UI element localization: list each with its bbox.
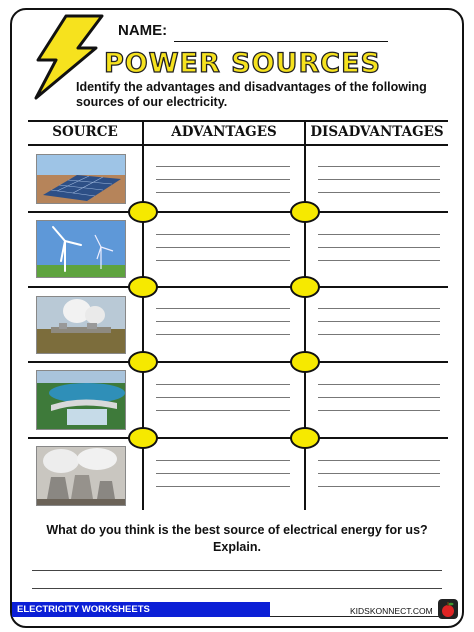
coal-power-plant-photo [36, 446, 126, 506]
column-divider-1 [142, 120, 144, 510]
disadvantages-line[interactable] [318, 460, 440, 461]
column-header-disadvantages: DISADVANTAGES [310, 124, 444, 140]
advantages-line[interactable] [156, 334, 290, 335]
solar-panels-photo [36, 154, 126, 204]
advantages-line[interactable] [156, 179, 290, 180]
advantages-line[interactable] [156, 473, 290, 474]
disadvantages-line[interactable] [318, 486, 440, 487]
advantages-line[interactable] [156, 460, 290, 461]
disadvantages-line[interactable] [318, 410, 440, 411]
disadvantages-line[interactable] [318, 397, 440, 398]
page-title: POWER SOURCES [104, 48, 381, 79]
header-divider [28, 144, 448, 146]
disadvantages-line[interactable] [318, 260, 440, 261]
footer-site-label: KIDSKONNECT.COM [350, 606, 433, 616]
answer-line[interactable] [32, 570, 442, 571]
hydroelectric-dam-photo [36, 370, 126, 430]
column-divider-2 [304, 120, 306, 510]
disadvantages-line[interactable] [318, 308, 440, 309]
disadvantages-line[interactable] [318, 179, 440, 180]
answer-line[interactable] [32, 588, 442, 589]
disadvantages-line[interactable] [318, 321, 440, 322]
disadvantages-line[interactable] [318, 166, 440, 167]
row-divider-3 [28, 361, 448, 363]
column-header-advantages: ADVANTAGES [171, 124, 277, 140]
intersection-dot [290, 201, 320, 223]
name-input-line[interactable] [174, 41, 388, 42]
reflection-question [30, 522, 444, 556]
footer-category-label: ELECTRICITY WORKSHEETS [12, 602, 270, 617]
advantages-line[interactable] [156, 234, 290, 235]
advantages-line[interactable] [156, 384, 290, 385]
row-divider-1 [28, 211, 448, 213]
advantages-line[interactable] [156, 260, 290, 261]
disadvantages-line[interactable] [318, 234, 440, 235]
advantages-line[interactable] [156, 308, 290, 309]
apple-logo-icon [437, 598, 459, 620]
question-line-1: What do you think is the best source of electrical energy for us? [46, 523, 428, 537]
disadvantages-line[interactable] [318, 192, 440, 193]
disadvantages-line[interactable] [318, 247, 440, 248]
geothermal-plant-photo [36, 296, 126, 354]
intersection-dot [128, 427, 158, 449]
intersection-dot [290, 427, 320, 449]
advantages-line[interactable] [156, 410, 290, 411]
row-divider-4 [28, 437, 448, 439]
instructions: Identify the advantages and disadvantages of the following sources of our electricity. [76, 80, 427, 109]
advantages-line[interactable] [156, 192, 290, 193]
name-label: NAME: [118, 22, 168, 39]
wind-turbines-photo [36, 220, 126, 278]
disadvantages-line[interactable] [318, 384, 440, 385]
intersection-dot [290, 276, 320, 298]
intersection-dot [128, 201, 158, 223]
power-sources-table [28, 120, 448, 510]
column-header-source: SOURCE [52, 124, 118, 140]
footer-divider [270, 616, 440, 617]
advantages-line[interactable] [156, 166, 290, 167]
advantages-line[interactable] [156, 321, 290, 322]
row-divider-2 [28, 286, 448, 288]
intersection-dot [290, 351, 320, 373]
advantages-line[interactable] [156, 397, 290, 398]
advantages-line[interactable] [156, 247, 290, 248]
disadvantages-line[interactable] [318, 334, 440, 335]
intersection-dot [128, 351, 158, 373]
intersection-dot [128, 276, 158, 298]
question-line-2: Explain. [213, 540, 261, 554]
advantages-line[interactable] [156, 486, 290, 487]
disadvantages-line[interactable] [318, 473, 440, 474]
